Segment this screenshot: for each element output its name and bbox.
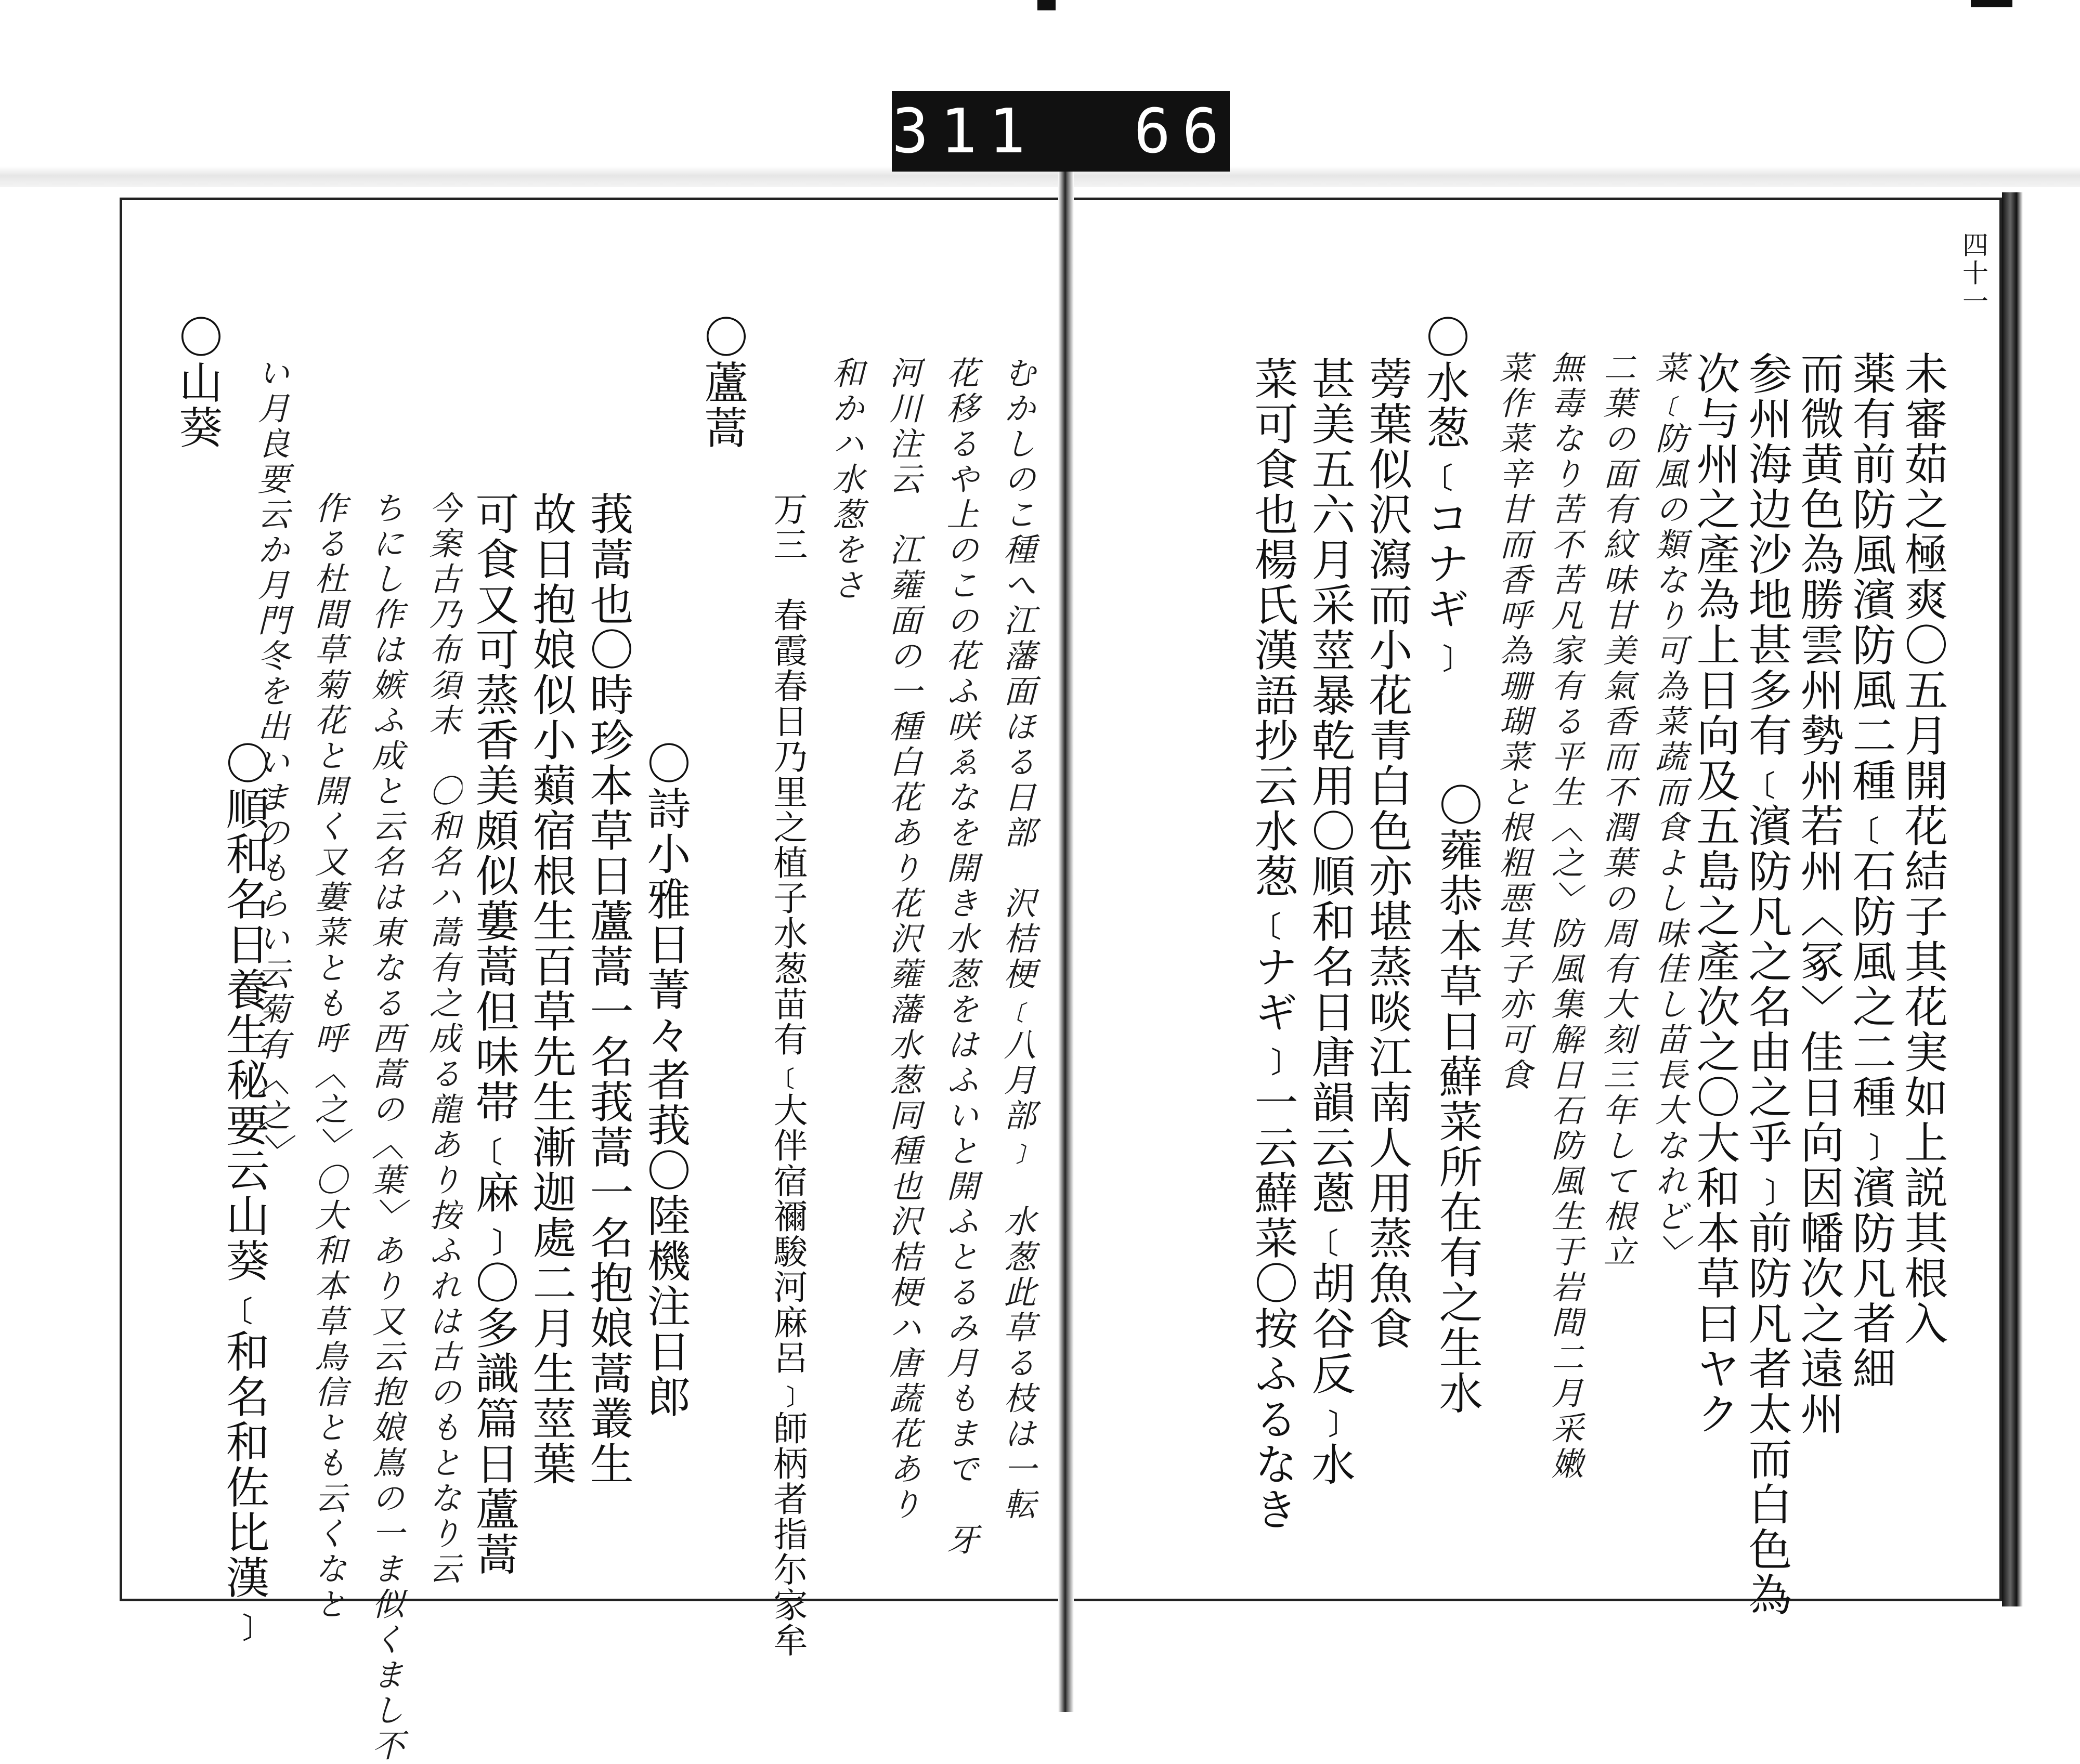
text-column-right-2: 薬有前防風濱防風二種﹝石防風之二種﹞濱防凡者細 — [1845, 351, 1896, 1391]
text-column-right-11: 蒡葉似沢瀉而小花青白色亦堪蒸啖江南人用蒸魚食 — [1362, 356, 1413, 1351]
text-column-right-12: 甚美五六月采莖暴乾用〇順和名日唐韻云蔥﹝胡谷反﹞水 — [1305, 356, 1356, 1487]
scan-edge-mark — [1037, 0, 1056, 10]
right-page — [1063, 198, 2002, 1617]
text-column-left-3: 河川注云 江蕹面の一種白花あり花沢蕹藩水葱同種也沢桔梗ハ唐蔬花あり — [884, 356, 922, 1523]
text-column-left-5: 万三 春霞春日乃里之植子水葱苗有﹝大伴宿禰駿河麻呂﹞師柄者指尓家牟 — [768, 491, 808, 1658]
archive-number-label: 311 669. — [892, 91, 1230, 172]
book-spine — [1058, 172, 1074, 1712]
text-column-right-6: 菜﹝防風の類なり可為菜蔬而食よし味佳し苗長大なれど〉 — [1650, 351, 1688, 1270]
entry-heading-wasabi: 〇山葵 — [172, 315, 223, 450]
text-column-left-13: 作る杜間草菊花と開く又蔞菜とも呼〈之〉〇大和本草鳥信とも云くなと — [309, 491, 347, 1623]
text-column-right-8: 無毒なり苦不苦凡家有る平生〈之〉防風集解日石防風生于岩間二月采嫩 — [1546, 351, 1584, 1482]
text-column-left-2: 花移るや上のこの花ふ咲ゑなを開き水葱をはふいと開ふとるみ月もまで 牙 — [941, 356, 979, 1558]
text-column-left-11: 今案古乃布須末 〇和名ハ蒿有之成る龍あり按ふれは古のもとなり云 — [424, 491, 462, 1587]
text-column-right-3: 而微黄色為勝雲州勢州若州〈冢〉佳日向因幡次之遠州 — [1793, 351, 1844, 1436]
text-column-right-9: 菜作菜辛甘而香呼為珊瑚菜と根粗悪其子亦可食 — [1494, 351, 1532, 1093]
text-column-left-10: 可食又可蒸香美頗似蔞蒿但味帯﹝麻﹞〇多識篇日蘆蒿 — [469, 491, 519, 1577]
scan-edge-mark — [1971, 0, 2012, 7]
book-edge — [2002, 192, 2023, 1606]
text-column-right-5: 次与州之產為上日向及五島之產次之〇大和本草曰ヤク — [1689, 351, 1740, 1436]
text-column-left-7: 〇詩小雅日菁々者莪〇陸機注日郎 — [640, 741, 691, 1419]
text-column-left-16: 〇順和名日養生秘要云山葵﹝和名和佐比漢﹞ — [219, 741, 270, 1645]
text-column-left-14: い月良要云か月門冬を出いまのもらい云菊有〈之〉 — [252, 356, 290, 1169]
text-column-right-13: 菜可食也楊氏漢語抄云水葱﹝ナギ﹞一云蘚菜〇按ふるなき — [1247, 356, 1298, 1532]
text-column-right-14: 〇蕹恭本草日蘚菜所在有之生水 — [1432, 782, 1483, 1416]
text-column-right-4: 参州海边沙地甚多有﹝濱防凡之名由之乎﹞前防凡者太而白色為 — [1741, 351, 1792, 1617]
text-column-left-8: 莪蒿也〇時珍本草日蘆蒿一名莪蒿一名抱娘蒿叢生 — [583, 491, 634, 1486]
text-column-left-12: ちにし作は嫉ふ成と云名は東なる西蒿の〈葉〉あり又云抱娘嶌の一ま似くまし不 — [367, 491, 405, 1764]
text-column-left-4: 和かハ水葱をさ — [827, 356, 865, 604]
entry-heading-mizuaoi: 〇水葱﹝コナギ﹞ — [1419, 315, 1470, 676]
text-column-right-7: 二葉の面有紋味甘美氣香而不潤葉の周有大刻三年して根立 — [1598, 351, 1636, 1270]
entry-heading-rouko: 〇蘆蒿 — [697, 315, 748, 450]
page-number: 四十一 — [1958, 231, 1988, 316]
text-column-right-1: 未審茹之極爽〇五月開花結子其花実如上説其根入 — [1897, 351, 1948, 1346]
text-column-left-1: むかしのこ種へ江藩面ほる日部 沢桔梗﹝八月部﹞ 水葱此草る枝は一転 — [998, 356, 1036, 1523]
text-column-left-9: 故日抱娘似小蘱宿根生百草先生漸迦處二月生莖葉 — [526, 491, 577, 1486]
left-page — [120, 198, 1063, 1764]
